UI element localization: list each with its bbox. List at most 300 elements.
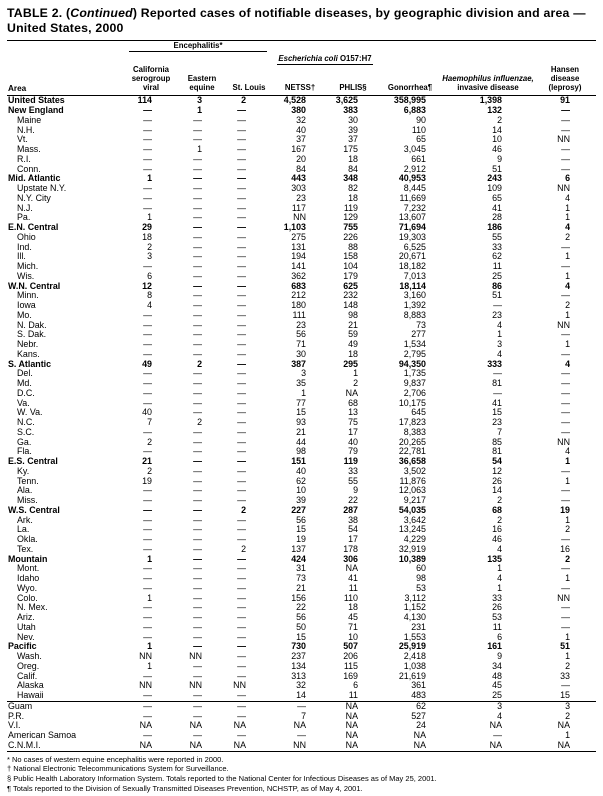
value-cell: 39 <box>296 495 306 506</box>
value-cell: NN <box>233 680 246 691</box>
value-cell: 179 <box>343 270 358 281</box>
area-cell: Miss. <box>17 495 38 506</box>
value-cell: 115 <box>343 660 358 671</box>
value-cell: 98 <box>348 309 358 320</box>
value-cell: 135 <box>487 553 502 564</box>
value-cell: 194 <box>291 251 306 262</box>
area-cell: Tex. <box>17 543 34 554</box>
area-cell: V.I. <box>8 720 21 731</box>
value-cell: — <box>237 339 246 350</box>
area-cell: Del. <box>17 368 33 379</box>
value-cell: 3 <box>534 701 596 711</box>
value-cell: 2,418 <box>403 651 426 662</box>
value-cell: 4,130 <box>403 612 426 623</box>
value-cell: NN <box>189 680 202 691</box>
value-cell: 129 <box>343 212 358 223</box>
value-cell: 98 <box>416 573 426 584</box>
value-cell: — <box>237 222 246 233</box>
value-cell: 2 <box>353 378 358 389</box>
value-cell: — <box>237 582 246 593</box>
value-cell: 62 <box>492 251 502 262</box>
value-cell: 137 <box>291 543 306 554</box>
value-cell: 8,383 <box>403 426 426 437</box>
value-cell: — <box>143 153 152 164</box>
value-cell: — <box>237 329 246 340</box>
value-cell: — <box>237 495 246 506</box>
value-cell: 19 <box>142 475 152 486</box>
area-cell: New England <box>8 105 64 116</box>
value-cell: — <box>561 387 570 398</box>
area-cell: Ala. <box>17 485 33 496</box>
value-cell: — <box>561 407 570 418</box>
col-header-st-louis: St. Louis <box>226 65 272 95</box>
value-cell: 9 <box>353 485 358 496</box>
value-cell: 1,398 <box>479 95 502 106</box>
value-cell: 9 <box>497 651 502 662</box>
value-cell: 51 <box>492 163 502 174</box>
value-cell: 26 <box>492 475 502 486</box>
value-cell: NA <box>442 741 534 751</box>
value-cell: 18 <box>348 192 358 203</box>
value-cell: 148 <box>343 300 358 311</box>
value-cell: NA <box>328 741 378 751</box>
value-cell: — <box>193 300 202 311</box>
value-cell: — <box>237 475 246 486</box>
area-cell: Ill. <box>17 251 26 262</box>
value-cell: — <box>193 241 202 252</box>
value-cell: 4,528 <box>283 95 306 106</box>
value-cell: 303 <box>291 183 306 194</box>
value-cell: — <box>237 621 246 632</box>
value-cell: 41 <box>348 573 358 584</box>
value-cell: 1 <box>197 144 202 155</box>
value-cell: 6 <box>497 631 502 642</box>
value-cell: 41 <box>492 397 502 408</box>
value-cell: — <box>193 504 202 515</box>
value-cell: 13,245 <box>398 524 426 535</box>
value-cell: 348 <box>343 173 358 184</box>
value-cell: 358,995 <box>393 95 426 106</box>
value-cell: 231 <box>411 621 426 632</box>
area-cell: Conn. <box>17 163 41 174</box>
value-cell: NN <box>272 741 328 751</box>
value-cell: 6 <box>147 270 152 281</box>
area-cell: Guam <box>7 701 124 711</box>
value-cell: — <box>237 202 246 213</box>
area-cell: N.J. <box>17 202 33 213</box>
value-cell: 25 <box>492 690 502 701</box>
value-cell: 158 <box>343 251 358 262</box>
value-cell: 48 <box>492 670 502 681</box>
value-cell: 1 <box>565 309 570 320</box>
value-cell: 71 <box>348 621 358 632</box>
value-cell: 51 <box>560 641 570 652</box>
value-cell: 119 <box>343 456 358 467</box>
value-cell: — <box>143 144 152 155</box>
value-cell: 26 <box>492 602 502 613</box>
value-cell: 232 <box>343 290 358 301</box>
value-cell: — <box>193 730 202 741</box>
value-cell: 46 <box>492 534 502 545</box>
value-cell: — <box>193 690 202 701</box>
value-cell: — <box>193 660 202 671</box>
value-cell: — <box>493 387 502 398</box>
value-cell: 1 <box>197 105 202 116</box>
value-cell: — <box>143 368 152 379</box>
value-cell: — <box>561 163 570 174</box>
area-cell: Wis. <box>17 270 35 281</box>
value-cell: 65 <box>416 134 426 145</box>
value-cell: 2 <box>565 553 570 564</box>
value-cell: 110 <box>411 124 426 135</box>
value-cell: — <box>193 553 202 564</box>
value-cell: — <box>193 524 202 535</box>
value-cell: 11 <box>348 690 358 701</box>
value-cell: 4 <box>565 446 570 457</box>
area-cell: Va. <box>17 397 30 408</box>
notifiable-diseases-table <box>7 40 596 752</box>
area-cell: Okla. <box>17 534 38 545</box>
value-cell: 77 <box>296 397 306 408</box>
value-cell: 169 <box>343 670 358 681</box>
value-cell: — <box>143 339 152 350</box>
value-cell: 661 <box>411 153 426 164</box>
value-cell: — <box>237 280 246 291</box>
value-cell: NN <box>557 134 570 145</box>
value-cell: 10 <box>348 631 358 642</box>
value-cell: — <box>193 222 202 233</box>
area-cell: Oreg. <box>17 660 40 671</box>
value-cell: 1 <box>565 212 570 223</box>
value-cell: — <box>237 319 246 330</box>
value-cell: 79 <box>348 446 358 457</box>
value-cell: — <box>143 485 152 496</box>
value-cell: NA <box>345 387 358 398</box>
value-cell: 6 <box>353 680 358 691</box>
group-header-encephalitis: Encephalitis* <box>124 40 272 65</box>
value-cell: — <box>143 397 152 408</box>
value-cell: — <box>143 602 152 613</box>
value-cell: — <box>237 134 246 145</box>
value-cell: — <box>193 602 202 613</box>
value-cell: 180 <box>291 300 306 311</box>
value-cell: 527 <box>411 710 426 721</box>
value-cell: — <box>124 701 178 711</box>
col-header-area: Area <box>7 40 124 96</box>
value-cell: 45 <box>492 680 502 691</box>
value-cell: 41 <box>492 202 502 213</box>
value-cell: — <box>237 602 246 613</box>
area-cell: Utah <box>17 621 36 632</box>
area-cell: United States <box>8 95 65 106</box>
value-cell: — <box>143 631 152 642</box>
value-cell: 32,919 <box>398 543 426 554</box>
value-cell: 167 <box>291 144 306 155</box>
value-cell: 3 <box>442 701 534 711</box>
value-cell: 2 <box>241 543 246 554</box>
value-cell: 91 <box>560 95 570 106</box>
value-cell: — <box>143 582 152 593</box>
value-cell: 18 <box>348 602 358 613</box>
value-cell: — <box>193 495 202 506</box>
value-cell: 11 <box>348 582 358 593</box>
value-cell: — <box>193 582 202 593</box>
value-cell: NN <box>189 651 202 662</box>
value-cell: — <box>143 495 152 506</box>
value-cell: 156 <box>291 592 306 603</box>
value-cell: 1 <box>353 368 358 379</box>
value-cell: — <box>493 300 502 311</box>
value-cell: 49 <box>348 339 358 350</box>
value-cell: — <box>237 309 246 320</box>
value-cell: — <box>193 212 202 223</box>
value-cell: NN <box>557 436 570 447</box>
value-cell: 21 <box>296 582 306 593</box>
value-cell: 2 <box>147 436 152 447</box>
value-cell: 380 <box>291 105 306 116</box>
col-header-haemophilus: Haemophilus influenzae, invasive disease <box>442 40 534 96</box>
value-cell: 17 <box>348 534 358 545</box>
value-cell: 93 <box>296 417 306 428</box>
value-cell: 32 <box>296 114 306 125</box>
area-cell: Md. <box>17 378 32 389</box>
value-cell: 1 <box>565 651 570 662</box>
area-cell: Fla. <box>17 446 32 457</box>
value-cell: — <box>143 387 152 398</box>
value-cell: — <box>561 241 570 252</box>
value-cell: 4 <box>565 222 570 233</box>
value-cell: — <box>237 651 246 662</box>
value-cell: 17 <box>348 426 358 437</box>
value-cell: — <box>561 261 570 272</box>
value-cell: 37 <box>296 134 306 145</box>
value-cell: 15 <box>296 407 306 418</box>
area-cell: Mountain <box>8 553 48 564</box>
value-cell: 333 <box>487 358 502 369</box>
value-cell: 40 <box>296 465 306 476</box>
value-cell: — <box>237 358 246 369</box>
value-cell: — <box>237 387 246 398</box>
value-cell: 151 <box>291 456 306 467</box>
value-cell: 46 <box>492 144 502 155</box>
value-cell: 4 <box>147 300 152 311</box>
value-cell: 7,232 <box>403 202 426 213</box>
value-cell: 23 <box>492 417 502 428</box>
value-cell: — <box>237 105 246 116</box>
value-cell: — <box>237 456 246 467</box>
value-cell: 1,103 <box>283 222 306 233</box>
value-cell: 1 <box>497 329 502 340</box>
value-cell: — <box>193 456 202 467</box>
value-cell: 2,912 <box>403 163 426 174</box>
value-cell: 36,658 <box>398 456 426 467</box>
value-cell: 25,919 <box>398 641 426 652</box>
value-cell: — <box>193 192 202 203</box>
value-cell: 161 <box>487 641 502 652</box>
value-cell: — <box>237 514 246 525</box>
value-cell: 3,502 <box>403 465 426 476</box>
value-cell: 443 <box>291 173 306 184</box>
value-cell: 21,619 <box>398 670 426 681</box>
value-cell: NA <box>139 720 152 731</box>
value-cell: — <box>237 192 246 203</box>
area-cell: Ariz. <box>17 612 35 623</box>
area-cell: Wyo. <box>17 582 38 593</box>
value-cell: 2,706 <box>403 387 426 398</box>
value-cell: — <box>193 621 202 632</box>
area-cell: La. <box>17 524 30 535</box>
value-cell: 2 <box>497 495 502 506</box>
value-cell: — <box>193 183 202 194</box>
area-cell: Mid. Atlantic <box>8 173 61 184</box>
area-cell: W. Va. <box>17 407 43 418</box>
value-cell: 35 <box>296 378 306 389</box>
value-cell: — <box>193 436 202 447</box>
value-cell: 1 <box>565 730 570 741</box>
value-cell: 2 <box>241 504 246 515</box>
value-cell: 60 <box>416 563 426 574</box>
area-cell: Mont. <box>17 563 40 574</box>
value-cell: — <box>143 524 152 535</box>
area-cell: S. Atlantic <box>8 358 52 369</box>
value-cell: 3,045 <box>403 144 426 155</box>
value-cell: 21 <box>348 319 358 330</box>
value-cell: — <box>143 573 152 584</box>
value-cell: — <box>237 660 246 671</box>
value-cell: — <box>193 612 202 623</box>
value-cell: NA <box>378 741 442 751</box>
value-cell: 81 <box>492 446 502 457</box>
value-cell: 175 <box>343 144 358 155</box>
value-cell: 306 <box>343 553 358 564</box>
area-cell: N. Mex. <box>17 602 48 613</box>
value-cell: 2 <box>497 114 502 125</box>
value-cell: — <box>561 680 570 691</box>
value-cell: 53 <box>416 582 426 593</box>
area-cell: Mich. <box>17 261 39 272</box>
value-cell: 49 <box>142 358 152 369</box>
value-cell: 1 <box>147 660 152 671</box>
value-cell: — <box>237 426 246 437</box>
value-cell: — <box>237 173 246 184</box>
value-cell: — <box>193 670 202 681</box>
area-cell: Alaska <box>17 680 44 691</box>
value-cell: — <box>561 153 570 164</box>
value-cell: 24 <box>416 720 426 731</box>
value-cell: 28 <box>492 212 502 223</box>
value-cell: — <box>561 348 570 359</box>
col-header-eastern-equine: Eastern equine <box>178 65 226 95</box>
value-cell: 85 <box>492 436 502 447</box>
value-cell: — <box>561 621 570 632</box>
value-cell: 2 <box>147 241 152 252</box>
value-cell: 4 <box>497 319 502 330</box>
value-cell: 15 <box>296 524 306 535</box>
value-cell: — <box>237 114 246 125</box>
value-cell: 206 <box>343 651 358 662</box>
value-cell: 387 <box>291 358 306 369</box>
value-cell: 20 <box>296 153 306 164</box>
value-cell: — <box>561 329 570 340</box>
value-cell: — <box>237 378 246 389</box>
value-cell: NA <box>233 720 246 731</box>
value-cell: 114 <box>137 95 152 106</box>
area-cell: Mass. <box>17 144 41 155</box>
value-cell: — <box>561 378 570 389</box>
value-cell: 21 <box>142 456 152 467</box>
value-cell: 6,883 <box>403 105 426 116</box>
value-cell: 8,883 <box>403 309 426 320</box>
value-cell: — <box>143 621 152 632</box>
value-cell: — <box>193 231 202 242</box>
value-cell: — <box>561 495 570 506</box>
value-cell: — <box>193 309 202 320</box>
value-cell: 15 <box>560 690 570 701</box>
value-cell: 53 <box>492 612 502 623</box>
value-cell: — <box>193 270 202 281</box>
value-cell: — <box>561 563 570 574</box>
value-cell: 21 <box>296 426 306 437</box>
value-cell: NN <box>557 183 570 194</box>
value-cell: — <box>143 163 152 174</box>
value-cell: — <box>193 163 202 174</box>
area-cell: W.S. Central <box>8 504 60 515</box>
value-cell: 131 <box>291 241 306 252</box>
value-cell: 226 <box>343 231 358 242</box>
value-cell: 82 <box>348 183 358 194</box>
value-cell: 277 <box>411 329 426 340</box>
value-cell: — <box>237 670 246 681</box>
value-cell: — <box>561 602 570 613</box>
value-cell: 11 <box>492 621 502 632</box>
value-cell: 59 <box>348 329 358 340</box>
area-cell: Minn. <box>17 290 39 301</box>
area-cell: E.S. Central <box>8 456 58 467</box>
value-cell: 1 <box>147 173 152 184</box>
value-cell: — <box>143 563 152 574</box>
value-cell: — <box>237 710 246 721</box>
value-cell: NN <box>557 592 570 603</box>
area-cell: Ark. <box>17 514 33 525</box>
value-cell: 227 <box>291 504 306 515</box>
area-cell: W.N. Central <box>8 280 61 291</box>
area-cell: Tenn. <box>17 475 39 486</box>
value-cell: 1,392 <box>403 300 426 311</box>
value-cell: — <box>237 290 246 301</box>
value-cell: 22 <box>348 495 358 506</box>
value-cell: — <box>237 348 246 359</box>
value-cell: 55 <box>492 231 502 242</box>
value-cell: 313 <box>291 670 306 681</box>
value-cell: 4 <box>497 348 502 359</box>
area-cell: Vt. <box>17 134 28 145</box>
value-cell: 73 <box>296 573 306 584</box>
value-cell: — <box>143 378 152 389</box>
value-cell: — <box>237 563 246 574</box>
value-cell: 19,303 <box>398 231 426 242</box>
value-cell: 1 <box>301 387 306 398</box>
value-cell: — <box>193 485 202 496</box>
value-cell: 81 <box>492 378 502 389</box>
value-cell: 34 <box>492 660 502 671</box>
value-cell: 362 <box>291 270 306 281</box>
value-cell: NA <box>178 741 226 751</box>
value-cell: 84 <box>296 163 306 174</box>
value-cell: — <box>237 641 246 652</box>
value-cell: 1,038 <box>403 660 426 671</box>
value-cell: — <box>561 485 570 496</box>
value-cell: 30 <box>296 348 306 359</box>
